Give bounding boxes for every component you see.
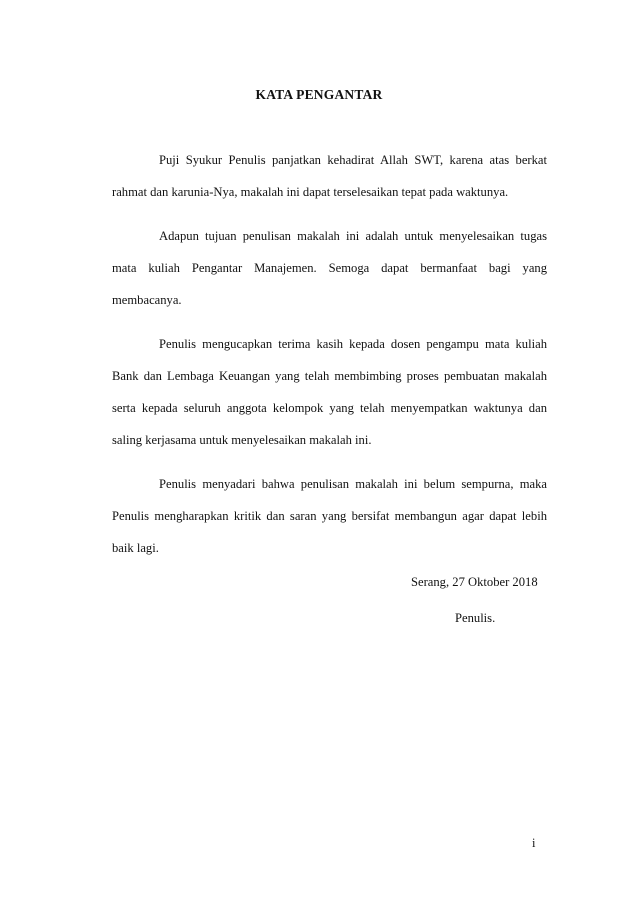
signature-author: Penulis. [455, 611, 496, 625]
paragraph-1: Puji Syukur Penulis panjatkan kehadirat Allah SWT, karena atas berkat rahmat dan karunia-Nya, makalah ini dapat terselesaikan tepat pada waktunya. [112, 153, 547, 199]
paragraph-2: Adapun tujuan penulisan makalah ini adalah untuk menyelesaikan tugas mata kuliah Pengantar Manajemen. Semoga dapat bermanfaat bagi yang membacanya. [112, 229, 547, 307]
signature-place-date: Serang, 27 Oktober 2018 [411, 575, 538, 589]
paragraph-4: Penulis menyadari bahwa penulisan makalah ini belum sempurna, maka Penulis mengharapkan kritik dan saran yang bersifat membangun agar dapat lebih baik lagi. [112, 477, 547, 555]
paragraph-3: Penulis mengucapkan terima kasih kepada dosen pengampu mata kuliah Bank dan Lembaga Keuangan yang telah membimbing proses pembuatan makalah serta kepada seluruh anggota kelompok yang telah menyempatkan waktunya dan saling kerjasama untuk menyelesaikan makalah ini. [112, 337, 547, 447]
page-number: i [532, 836, 536, 850]
document-title: KATA PENGANTAR [255, 87, 383, 102]
signature-block [411, 572, 547, 628]
document-body [112, 144, 547, 576]
